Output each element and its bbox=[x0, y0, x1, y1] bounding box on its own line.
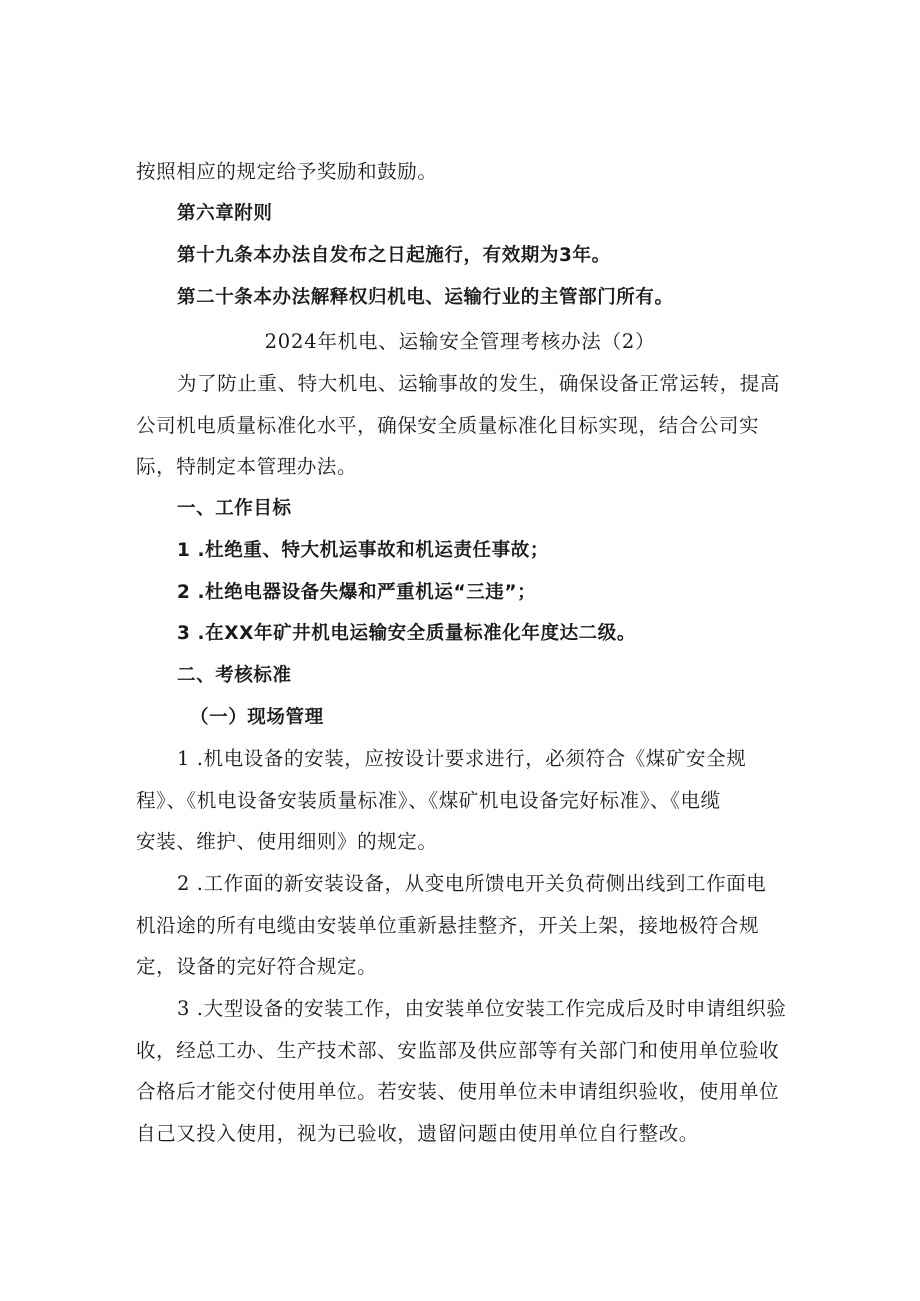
goal-item: 2 .杜绝电器设备失爆和严重机运“三违”； bbox=[177, 582, 537, 603]
article-20: 第二十条本办法解释权归机电、运输行业的主管部门所有。 bbox=[177, 287, 674, 308]
item-3-line: 3 .大型设备的安装工作，由安装单位安装工作完成后及时申请组织验 bbox=[177, 997, 787, 1020]
item-1-line: 安装、维护、使用细则》的规定。 bbox=[136, 830, 438, 853]
goal-item: 1 .杜绝重、特大机运事故和机运责任事故； bbox=[177, 540, 549, 561]
document-title: 2024年机电、运输安全管理考核办法（2） bbox=[264, 330, 656, 353]
goal-item: 3 .在XX年矿井机电运输安全质量标准化年度达二级。 bbox=[177, 623, 636, 644]
item-2-line: 定，设备的完好符合规定。 bbox=[136, 955, 378, 978]
item-2-line: 机沿途的所有电缆由安装单位重新悬挂整齐，开关上架，接地极符合规 bbox=[136, 914, 760, 937]
chapter-heading: 第六章附则 bbox=[177, 203, 273, 224]
item-1-line: 1 .机电设备的安装，应按设计要求进行，必须符合《煤矿安全规 bbox=[177, 747, 747, 770]
item-3-line: 自己又投入使用，视为已验收，遗留问题由使用单位自行整改。 bbox=[136, 1122, 699, 1145]
section-heading-goals: 一、工作目标 bbox=[177, 498, 292, 519]
subsection-heading: （一）现场管理 bbox=[190, 707, 324, 728]
section-heading-standards: 二、考核标准 bbox=[177, 665, 292, 686]
intro-line: 际，特制定本管理办法。 bbox=[136, 455, 358, 478]
intro-line: 公司机电质量标准化水平，确保安全质量标准化目标实现，结合公司实 bbox=[136, 414, 760, 437]
item-3-line: 合格后才能交付使用单位。若安装、使用单位未申请组织验收，使用单位 bbox=[136, 1080, 780, 1103]
item-3-line: 收，经总工办、生产技术部、安监部及供应部等有关部门和使用单位验收 bbox=[136, 1039, 780, 1062]
item-2-line: 2 .工作面的新安装设备，从变电所馈电开关负荷侧出线到工作面电 bbox=[177, 872, 767, 895]
item-1-line: 程》、《机电设备安装质量标准》、《煤矿机电设备完好标准》、《电缆 bbox=[136, 789, 721, 812]
intro-line: 为了防止重、特大机电、运输事故的发生，确保设备正常运转，提高 bbox=[177, 372, 781, 395]
previous-text-tail: 按照相应的规定给予奖励和鼓励。 bbox=[136, 160, 438, 183]
article-19: 第十九条本办法自发布之日起施行，有效期为3年。 bbox=[177, 245, 611, 266]
